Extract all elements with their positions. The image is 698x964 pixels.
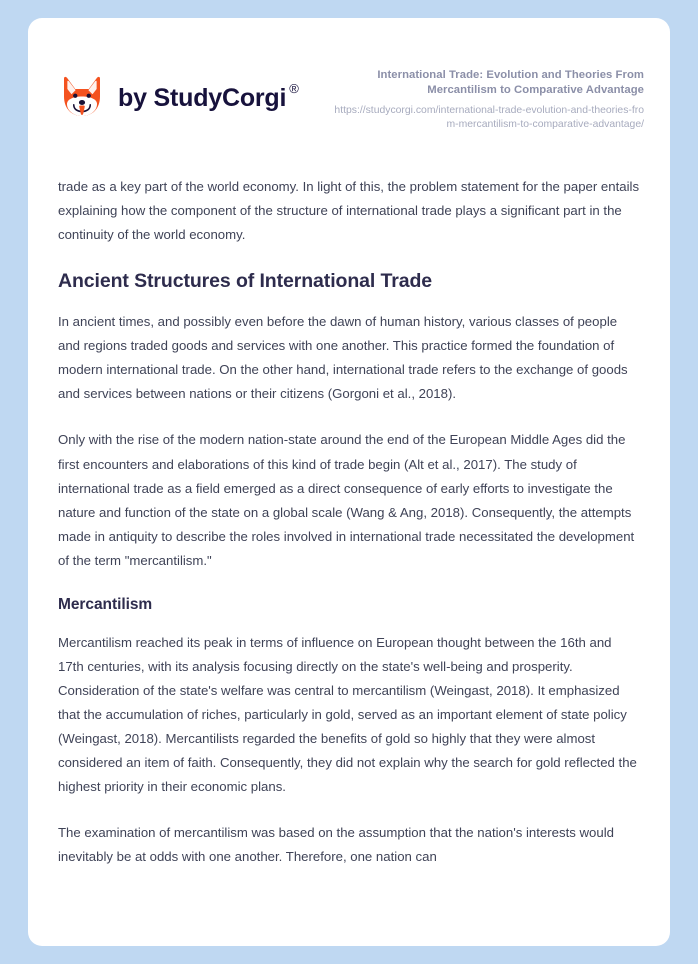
document-body	[28, 175, 670, 869]
registered-trademark-icon: ®	[289, 80, 299, 96]
section2-paragraph-1: Mercantilism reached its peak in terms of influence on European thought between the 16th and 17th centuries, with its analysis focusing directly on the state's well-being and prosperity. Consideration of the state's welfare was central to mercantilism (Weingast, 2018). It emphasized that the accumulation of riches, particularly in gold, served as an important element of state policy (Weingast, 2018). Mercantilists regarded the benefits of gold so highly that they were almost considered an item of faith. Consequently, they did not explain why the search for gold reflected the highest priority in their economic plans.	[58, 634, 637, 794]
document-title: International Trade: Evolution and Theories From Mercantilism to Comparative Advantage	[377, 69, 644, 97]
header-meta	[334, 64, 644, 133]
document-page	[28, 18, 670, 946]
document-header	[28, 18, 670, 133]
source-url: https://studycorgi.com/international-trade-evolution-and-theories-from-mercantilism-to-comparative-advantage/	[334, 104, 644, 131]
intro-paragraph: trade as a key part of the world economy. In light of this, the problem statement for the paper entails explaining how the component of the structure of international trade plays a significant part in the continuity of the world economy.	[58, 179, 640, 243]
section1-paragraph-2: Only with the rise of the modern nation-state around the end of the European Middle Ages did the first encounters and elaborations of this kind of trade begin (Alt et al., 2017). The study of international trade as a field emerged as a direct consequence of early efforts to investigate the nature and function of the state on a global scale (Wang & Ang, 2018). Consequently, the attempts made in antiquity to describe the roles involved in international trade necessitated the development of the term "mercantilism."	[58, 432, 635, 568]
brand-wordmark-text: by StudyCorgi	[118, 83, 287, 112]
section1-paragraph-1: In ancient times, and possibly even before the dawn of human history, various classes of people and regions traded goods and services with one another. This practice formed the foundation of modern international trade. On the other hand, international trade refers to the exchange of goods and services between nations or their citizens (Gorgoni et al., 2018).	[58, 314, 628, 402]
corgi-face-icon	[58, 74, 106, 122]
section2-paragraph-2: The examination of mercantilism was based on the assumption that the nation's interests would inevitably be at odds with one another. Therefore, one nation can	[58, 824, 614, 864]
section-heading-ancient-structures: Ancient Structures of International Trade	[58, 270, 433, 293]
section-heading-mercantilism: Mercantilism	[58, 595, 153, 613]
brand-wordmark	[118, 80, 299, 112]
studycorgi-brand[interactable]	[58, 64, 299, 122]
